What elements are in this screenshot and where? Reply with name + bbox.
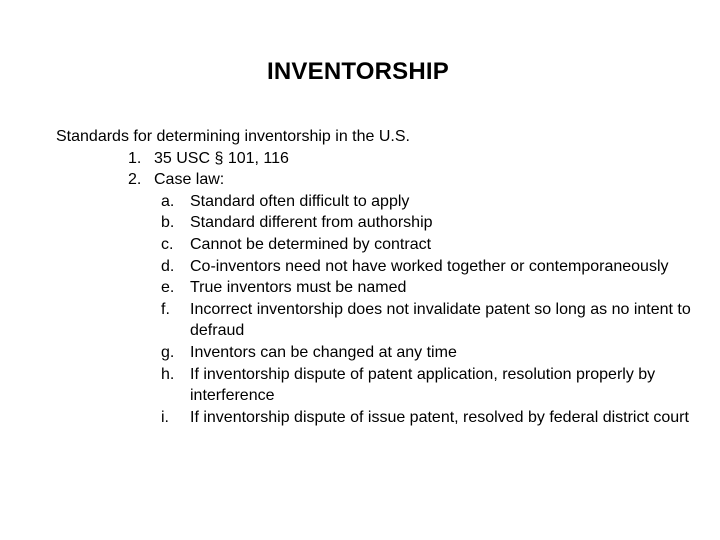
case-law-item-d — [56, 256, 706, 278]
case-law-item-marker: d. — [161, 257, 175, 275]
case-law-item-text: Standard often difficult to apply — [190, 192, 410, 210]
numbered-item-2 — [56, 169, 706, 191]
case-law-item-a — [56, 191, 706, 213]
case-law-item-g — [56, 342, 706, 364]
case-law-item-text: Cannot be determined by contract — [190, 235, 432, 253]
case-law-item-b — [56, 212, 706, 234]
case-law-item-text: True inventors must be named — [190, 279, 407, 297]
case-law-item-marker: i. — [161, 408, 169, 426]
case-law-item-marker: h. — [161, 365, 175, 383]
intro-text: Standards for determining inventorship in the U.S. — [56, 128, 410, 145]
case-law-item-text: Co-inventors need not have worked together or contemporaneously — [190, 257, 669, 275]
case-law-item-marker: a. — [161, 192, 175, 210]
case-law-item-e — [56, 277, 706, 299]
case-law-item-marker: f. — [161, 300, 170, 318]
case-law-item-text: If inventorship dispute of patent application, resolution properly by interference — [190, 365, 656, 405]
case-law-item-f — [56, 299, 706, 342]
numbered-item-1 — [56, 148, 706, 170]
numbered-item-text: 35 USC § 101, 116 — [154, 149, 289, 167]
case-law-item-text: Inventors can be changed at any time — [190, 343, 457, 361]
case-law-item-text: Incorrect inventorship does not invalidate patent so long as no intent to defraud — [190, 300, 691, 340]
case-law-item-text: If inventorship dispute of issue patent, resolved by federal district court — [190, 408, 689, 426]
numbered-item-marker: 2. — [128, 171, 142, 189]
numbered-item-marker: 1. — [128, 149, 142, 167]
numbered-item-text: Case law: — [154, 171, 225, 189]
case-law-item-i — [56, 407, 706, 429]
case-law-item-marker: g. — [161, 343, 175, 361]
case-law-item-marker: e. — [161, 279, 175, 297]
case-law-item-text: Standard different from authorship — [190, 214, 433, 232]
slide-body — [56, 126, 706, 428]
case-law-item-marker: b. — [161, 214, 175, 232]
case-law-item-h — [56, 364, 706, 407]
slide-title: INVENTORSHIP — [267, 58, 449, 85]
case-law-item-marker: c. — [161, 235, 174, 253]
case-law-item-c — [56, 234, 706, 256]
